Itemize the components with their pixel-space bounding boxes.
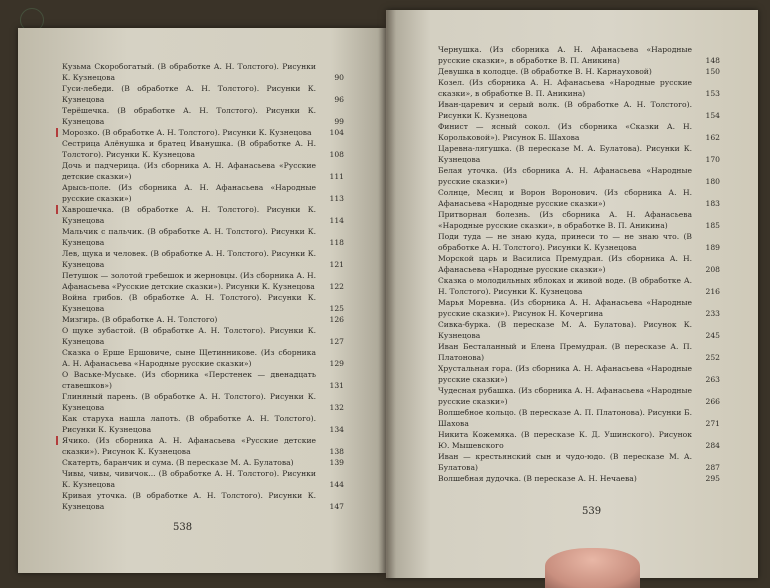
- toc-entry-page: 284: [705, 441, 720, 450]
- toc-entry-title: Царевна-лягушка. (В пересказе М. А. Булатова). Рисунки К. Кузнецова: [438, 144, 692, 164]
- toc-entry-page: 185: [705, 221, 720, 230]
- toc-entry: [438, 429, 720, 451]
- toc-entry-page: 132: [329, 403, 344, 412]
- toc-entry-page: 131: [329, 381, 344, 390]
- toc-entry-page: 126: [329, 315, 344, 324]
- toc-entry: [438, 275, 720, 297]
- toc-entry-page: 150: [705, 67, 720, 76]
- toc-entry: [62, 105, 344, 127]
- toc-entry-title: Иван-царевич и серый волк. (В обработке А. Н. Толстого). Рисунки К. Кузнецова: [438, 100, 692, 120]
- toc-entry-page: 122: [329, 282, 344, 291]
- toc-entry: [62, 138, 344, 160]
- toc-entry-page: 154: [705, 111, 720, 120]
- toc-entry-page: 162: [705, 133, 720, 142]
- toc-entry: [438, 66, 720, 77]
- toc-entry-title: Чивы, чивы, чивичок... (В обработке А. Н. Толстого). Рисунки К. Кузнецова: [62, 469, 316, 489]
- toc-entry-page: 252: [705, 353, 720, 362]
- toc-entry: [438, 77, 720, 99]
- toc-entry-page: 170: [705, 155, 720, 164]
- toc-entry: [438, 451, 720, 473]
- toc-entry: [438, 165, 720, 187]
- toc-entry-title: Кривая уточка. (В обработке А. Н. Толстого). Рисунки К. Кузнецова: [62, 491, 316, 511]
- toc-entry: [62, 83, 344, 105]
- toc-entry-title: Морозко. (В обработке А. Н. Толстого). Рисунки К. Кузнецова: [62, 128, 312, 137]
- toc-entry-title: Как старуха нашла лапоть. (В обработке А. Н. Толстого). Рисунки К. Кузнецова: [62, 414, 316, 434]
- toc-entry-title: Сивка-бурка. (В пересказе М. А. Булатова). Рисунок К. Кузнецова: [438, 320, 692, 340]
- toc-entry: [438, 187, 720, 209]
- toc-entry-title: Морской царь и Василиса Премудрая. (Из сборника А. Н. Афанасьева «Народные русские сказки»): [438, 254, 692, 274]
- toc-entry-page: 144: [329, 480, 344, 489]
- toc-entry-page: 139: [329, 458, 344, 467]
- toc-entry-page: 129: [329, 359, 344, 368]
- toc-entry-page: 148: [705, 56, 720, 65]
- toc-entry: [438, 473, 720, 484]
- toc-entry-title: Арысь-поле. (Из сборника А. Н. Афанасьева «Народные русские сказки»): [62, 183, 316, 203]
- toc-entry: [62, 248, 344, 270]
- toc-entry: [438, 99, 720, 121]
- toc-entry: [438, 253, 720, 275]
- toc-entry-page: 104: [329, 128, 344, 137]
- toc-entry-title: Мизгирь. (В обработке А. Н. Толстого): [62, 315, 218, 324]
- right-page-number: 539: [582, 506, 602, 517]
- toc-entry-page: 147: [329, 502, 344, 511]
- pencil-mark: [56, 205, 58, 214]
- toc-entry-title: Сестрица Алёнушка и братец Иванушка. (В обработке А. Н. Толстого). Рисунки К. Кузнецова: [62, 139, 316, 159]
- left-page-number: 538: [173, 522, 193, 533]
- toc-entry: [438, 341, 720, 363]
- toc-entry-page: 96: [334, 95, 344, 104]
- toc-entry: [62, 347, 344, 369]
- toc-entry: [438, 319, 720, 341]
- toc-entry-page: 295: [705, 474, 720, 483]
- toc-entry: [438, 44, 720, 66]
- toc-entry-title: Притворная болезнь. (Из сборника А. Н. Афанасьева «Народные русские сказки», в обработке В. П. Аникина): [438, 210, 692, 230]
- toc-entry: [62, 61, 344, 83]
- toc-entry: [62, 490, 344, 512]
- toc-entry-title: Козел. (Из сборника А. Н. Афанасьева «Народные русские сказки», в обработке В. П. Аникина): [438, 78, 692, 98]
- toc-entry-page: 127: [329, 337, 344, 346]
- toc-entry-page: 216: [705, 287, 720, 296]
- toc-entry: [62, 369, 344, 391]
- toc-entry-title: Терёшечка. (В обработке А. Н. Толстого). Рисунки К. Кузнецова: [62, 106, 316, 126]
- toc-entry-page: 113: [329, 194, 344, 203]
- toc-entry-title: Чудесная рубашка. (Из сборника А. Н. Афанасьева «Народные русские сказки»): [438, 386, 692, 406]
- toc-entry-title: Финист — ясный сокол. (Из сборника «Сказки А. Н. Корольковой»). Рисунок Б. Шахова: [438, 122, 692, 142]
- pencil-mark: [56, 436, 58, 445]
- toc-entry: [62, 325, 344, 347]
- toc-entry-page: 271: [705, 419, 720, 428]
- toc-entry-title: Дочь и падчерица. (Из сборника А. Н. Афанасьева «Русские детские сказки»): [62, 161, 316, 181]
- toc-entry-page: 287: [705, 463, 720, 472]
- toc-entry-title: Иван — крестьянский сын и чудо-юдо. (В пересказе М. А. Булатова): [438, 452, 692, 472]
- toc-entry-page: 125: [329, 304, 344, 313]
- toc-entry-title: Глиняный парень. (В обработке А. Н. Толстого). Рисунки К. Кузнецова: [62, 392, 316, 412]
- thumb: [545, 548, 640, 588]
- toc-entry: [62, 391, 344, 413]
- toc-entry-title: Волшебная дудочка. (В пересказе А. Н. Нечаева): [438, 474, 637, 483]
- toc-entry: [62, 270, 344, 292]
- toc-entry-page: 99: [334, 117, 344, 126]
- toc-entry-title: Скатерть, баранчик и сума. (В пересказе М. А. Булатова): [62, 458, 294, 467]
- toc-entry-page: 121: [329, 260, 344, 269]
- toc-entry: [62, 413, 344, 435]
- toc-entry-page: 208: [705, 265, 720, 274]
- left-page: [18, 28, 386, 573]
- toc-entry-title: Сказка о молодильных яблоках и живой воде. (В обработке А. Н. Толстого). Рисунки К. Кузнецова: [438, 276, 692, 296]
- toc-entry: [62, 182, 344, 204]
- toc-entry-title: Солнце, Месяц и Ворон Воронович. (Из сборника А. Н. Афанасьева «Народные русские сказки»): [438, 188, 692, 208]
- left-toc-column: [62, 61, 344, 512]
- toc-entry-title: О щуке зубастой. (В обработке А. Н. Толстого). Рисунки К. Кузнецова: [62, 326, 316, 346]
- toc-entry-page: 134: [329, 425, 344, 434]
- toc-entry: [62, 160, 344, 182]
- toc-entry-title: Гуси-лебеди. (В обработке А. Н. Толстого). Рисунки К. Кузнецова: [62, 84, 316, 104]
- toc-entry: [438, 363, 720, 385]
- toc-entry: [438, 385, 720, 407]
- right-toc-column: [438, 44, 720, 484]
- toc-entry: [438, 143, 720, 165]
- toc-entry: [62, 127, 344, 138]
- toc-entry-title: Поди туда — не знаю куда, принеси то — не знаю что. (В обработке А. Н. Толстого). Рисунки К. Кузнецова: [438, 232, 692, 252]
- toc-entry-page: 263: [705, 375, 720, 384]
- toc-entry: [438, 297, 720, 319]
- toc-entry: [62, 468, 344, 490]
- toc-entry-title: Петушок — золотой гребешок и жерновцы. (Из сборника А. Н. Афанасьева «Русские детские сказки»). Рисунки К. Кузнецова: [62, 271, 316, 291]
- toc-entry-title: Хрустальная гора. (Из сборника А. Н. Афанасьева «Народные русские сказки»): [438, 364, 692, 384]
- toc-entry-title: Лев, щука и человек. (В обработке А. Н. Толстого). Рисунки К. Кузнецова: [62, 249, 316, 269]
- toc-entry-title: Волшебное кольцо. (В пересказе А. П. Платонова). Рисунки Б. Шахова: [438, 408, 692, 428]
- toc-entry-page: 108: [329, 150, 344, 159]
- toc-entry: [438, 407, 720, 429]
- toc-entry-page: 138: [329, 447, 344, 456]
- toc-entry-page: 189: [705, 243, 720, 252]
- toc-entry-title: Мальчик с пальчик. (В обработке А. Н. Толстого). Рисунки К. Кузнецова: [62, 227, 316, 247]
- toc-entry: [438, 121, 720, 143]
- toc-entry-title: Марья Моревна. (Из сборника А. Н. Афанасьева «Народные русские сказки»). Рисунок Н. Кочергина: [438, 298, 692, 318]
- toc-entry-page: 90: [334, 73, 344, 82]
- toc-entry-page: 153: [705, 89, 720, 98]
- toc-entry-page: 114: [329, 216, 344, 225]
- toc-entry-page: 183: [705, 199, 720, 208]
- toc-entry-title: О Ваське-Муське. (Из сборника «Перстенек — двенадцать ставешков»): [62, 370, 316, 390]
- toc-entry: [438, 231, 720, 253]
- toc-entry-page: 245: [705, 331, 720, 340]
- toc-entry-title: Война грибов. (В обработке А. Н. Толстого). Рисунки К. Кузнецова: [62, 293, 316, 313]
- pencil-mark: [56, 128, 58, 137]
- toc-entry: [62, 457, 344, 468]
- toc-entry: [438, 209, 720, 231]
- toc-entry-title: Иван Бесталанный и Елена Премудрая. (В пересказе А. П. Платонова): [438, 342, 692, 362]
- toc-entry-title: Сказка о Ерше Ершовиче, сыне Щетинникове. (Из сборника А. Н. Афанасьева «Народные русские сказки»): [62, 348, 316, 368]
- toc-entry: [62, 314, 344, 325]
- book-gutter: [378, 10, 396, 578]
- toc-entry-title: Девушка в колодце. (В обработке В. Н. Карнауховой): [438, 67, 652, 76]
- toc-entry: [62, 226, 344, 248]
- toc-entry: [62, 204, 344, 226]
- toc-entry: [62, 292, 344, 314]
- toc-entry: [62, 435, 344, 457]
- right-page: [386, 10, 758, 578]
- toc-entry-title: Никита Кожемяка. (В пересказе К. Д. Ушинского). Рисунок Ю. Мышевского: [438, 430, 692, 450]
- toc-entry-page: 266: [705, 397, 720, 406]
- toc-entry-title: Белая уточка. (Из сборника А. Н. Афанасьева «Народные русские сказки»): [438, 166, 692, 186]
- toc-entry-page: 111: [329, 172, 344, 181]
- toc-entry-page: 180: [705, 177, 720, 186]
- toc-entry-title: Кузьма Скоробогатый. (В обработке А. Н. Толстого). Рисунки К. Кузнецова: [62, 62, 316, 82]
- toc-entry-title: Чернушка. (Из сборника А. Н. Афанасьева «Народные русские сказки», в обработке В. П. Аникина): [438, 45, 692, 65]
- toc-entry-title: Хаврошечка. (В обработке А. Н. Толстого). Рисунки К. Кузнецова: [62, 205, 316, 225]
- toc-entry-title: Ячико. (Из сборника А. Н. Афанасьева «Русские детские сказки»). Рисунок К. Кузнецова: [62, 436, 316, 456]
- toc-entry-page: 233: [705, 309, 720, 318]
- toc-entry-page: 118: [329, 238, 344, 247]
